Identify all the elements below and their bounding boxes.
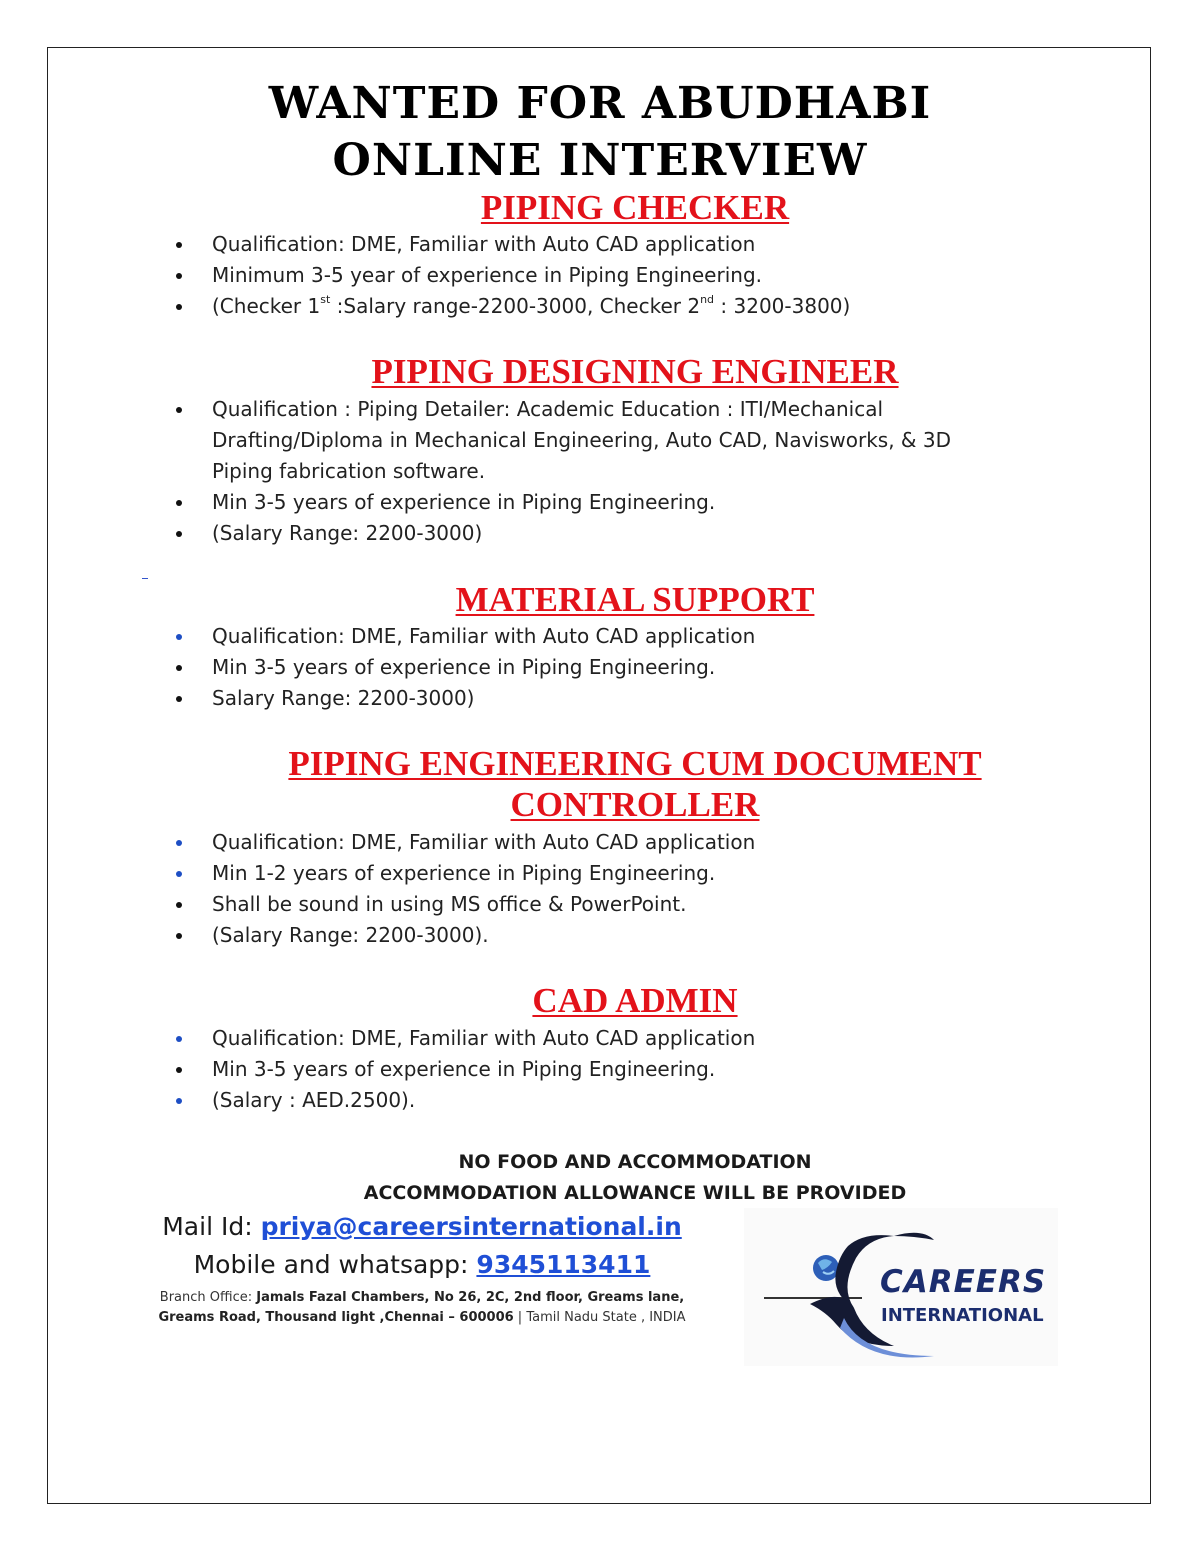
- logo-sub-text: INTERNATIONAL: [881, 1305, 1044, 1326]
- contact-mobile: [0, 1250, 844, 1279]
- list-item: Min 3-5 years of experience in Piping Engineering.: [212, 652, 1012, 683]
- page-title-line-1: WANTED FOR ABUDHABI: [268, 78, 932, 129]
- list-item: Qualification: DME, Familiar with Auto CAD application: [212, 827, 1012, 858]
- list-item: Min 3-5 years of experience in Piping Engineering.: [212, 1054, 1012, 1085]
- list-item: Min 3-5 years of experience in Piping Engineering.: [212, 487, 1002, 518]
- list-item: Shall be sound in using MS office & PowerPoint.: [212, 889, 1012, 920]
- list-item-salary: (Checker 1st :Salary range-2200-3000, Checker 2nd : 3200-3800): [212, 291, 1012, 322]
- section-title-piping-checker: PIPING CHECKER: [480, 188, 790, 227]
- list-material-support: [212, 621, 1012, 714]
- notice-allowance: ACCOMMODATION ALLOWANCE WILL BE PROVIDED: [363, 1182, 907, 1204]
- list-piping-designing-engineer: [212, 394, 1002, 549]
- stray-mark: [142, 578, 148, 579]
- list-cad-admin: [212, 1023, 1012, 1116]
- branch-address-line-2: Greams Road, Thousand light ,Chennai – 600006 | Tamil Nadu State , INDIA: [158, 1310, 686, 1325]
- careers-international-logo: [744, 1208, 1058, 1366]
- list-document-controller: [212, 827, 1012, 951]
- list-piping-checker: [212, 229, 1012, 322]
- list-item: Qualification: DME, Familiar with Auto CAD application: [212, 1023, 1012, 1054]
- mail-link[interactable]: priya@careersinternational.in: [260, 1212, 682, 1241]
- notice-no-food: NO FOOD AND ACCOMMODATION: [458, 1151, 812, 1173]
- list-item: (Salary : AED.2500).: [212, 1085, 1012, 1116]
- logo-brand-text: CAREERS: [880, 1264, 1047, 1300]
- section-title-document-controller-line-1: PIPING ENGINEERING CUM DOCUMENT: [288, 744, 982, 783]
- list-item: Min 1-2 years of experience in Piping Engineering.: [212, 858, 1012, 889]
- page-title-line-2: ONLINE INTERVIEW: [332, 135, 868, 186]
- section-title-piping-designing-engineer: PIPING DESIGNING ENGINEER: [371, 352, 899, 391]
- mobile-link[interactable]: 9345113411: [476, 1250, 651, 1279]
- list-item: Qualification: DME, Familiar with Auto CAD application: [212, 621, 1012, 652]
- mail-label: Mail Id:: [162, 1212, 261, 1241]
- list-item: Qualification: DME, Familiar with Auto CAD application: [212, 229, 1012, 260]
- list-item: Qualification : Piping Detailer: Academic Education : ITI/Mechanical Drafting/Diploma in Mechanical Engineering, Auto CAD, Navisworks, & 3D Piping fabrication software.: [212, 394, 1002, 487]
- branch-address-line-1: Branch Office: Jamals Fazal Chambers, No 26, 2C, 2nd floor, Greams lane,: [159, 1290, 685, 1305]
- list-item: Salary Range: 2200-3000): [212, 683, 1012, 714]
- section-title-cad-admin: CAD ADMIN: [532, 981, 738, 1020]
- list-item: (Salary Range: 2200-3000).: [212, 920, 1012, 951]
- list-item: Minimum 3-5 year of experience in Piping Engineering.: [212, 260, 1012, 291]
- list-item: (Salary Range: 2200-3000): [212, 518, 1002, 549]
- contact-mail: [0, 1212, 844, 1241]
- mobile-label: Mobile and whatsapp:: [193, 1250, 477, 1279]
- section-title-document-controller-line-2: CONTROLLER: [510, 785, 760, 824]
- section-title-material-support: MATERIAL SUPPORT: [455, 580, 815, 619]
